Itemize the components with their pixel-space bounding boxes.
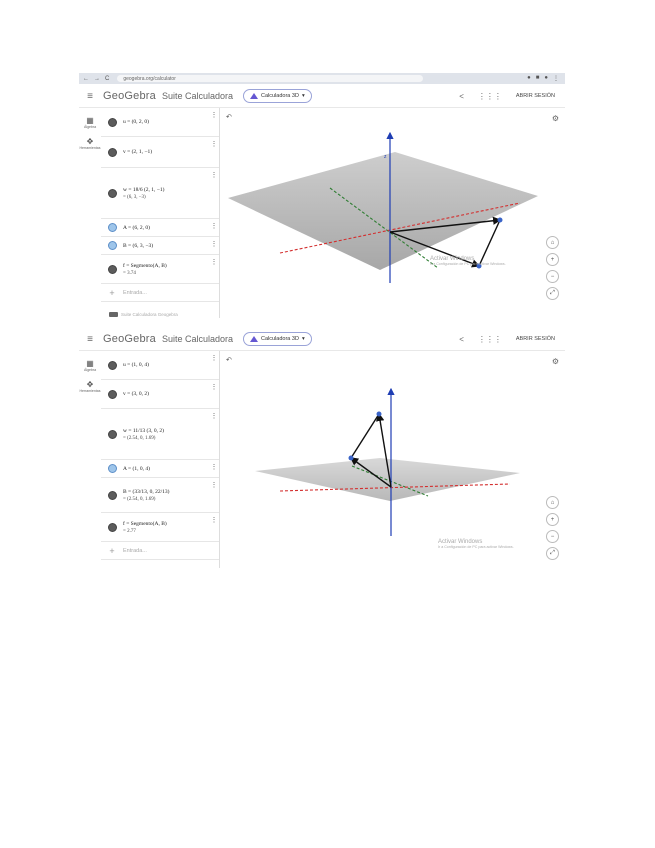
algebra-row-B[interactable] bbox=[101, 478, 219, 513]
watermark-subtitle: Ir a Configuración de PC para activar Windows. bbox=[438, 545, 514, 549]
calculator-icon: ▦ bbox=[86, 359, 94, 368]
sidebar-item-tools[interactable] bbox=[79, 380, 101, 393]
algebra-input-row[interactable] bbox=[101, 542, 219, 560]
visibility-toggle[interactable] bbox=[108, 491, 117, 500]
forward-icon[interactable]: → bbox=[94, 75, 100, 82]
visibility-toggle[interactable] bbox=[108, 148, 117, 157]
visibility-toggle[interactable] bbox=[108, 241, 117, 250]
algebra-row-w[interactable] bbox=[101, 409, 219, 460]
algebra-expression: v = (2, 1, −1) bbox=[123, 149, 153, 155]
menu-icon[interactable]: ≡ bbox=[87, 90, 93, 102]
plus-icon: + bbox=[109, 287, 115, 298]
algebra-value: = (2.54, 0, 1.69) bbox=[123, 496, 156, 502]
algebra-panel bbox=[101, 108, 220, 318]
algebra-expression: u = (1, 0, 4) bbox=[123, 362, 150, 368]
suite-title: Suite Calculadora bbox=[161, 91, 234, 101]
z-axis-label: z bbox=[384, 154, 387, 160]
algebra-value: = 3.74 bbox=[123, 270, 136, 276]
visibility-toggle[interactable] bbox=[108, 223, 117, 232]
visibility-toggle[interactable] bbox=[108, 390, 117, 399]
tools-icon: ✥ bbox=[86, 137, 94, 146]
screenshot-1 bbox=[79, 73, 565, 318]
more-options-icon[interactable]: ⋮ bbox=[210, 172, 218, 179]
extension-icon[interactable]: ■ bbox=[535, 75, 540, 81]
suite-title: Suite Calculadora bbox=[161, 334, 234, 344]
sidebar-item-label: Álgebra bbox=[83, 125, 97, 129]
sidebar-item-tools[interactable] bbox=[79, 137, 101, 150]
more-options-icon[interactable]: ⋮ bbox=[210, 241, 218, 248]
segment-f bbox=[351, 414, 379, 458]
algebra-expression: v = (3, 0, 2) bbox=[123, 391, 150, 397]
app-selector-label: Calculadora 3D bbox=[261, 336, 299, 342]
visibility-toggle[interactable] bbox=[108, 118, 117, 127]
algebra-expression: B = (6, 3, −3) bbox=[123, 242, 154, 249]
visibility-toggle[interactable] bbox=[108, 464, 117, 473]
home-icon[interactable]: ⌂ bbox=[546, 496, 559, 509]
algebra-row-f[interactable] bbox=[101, 255, 219, 284]
algebra-row-v[interactable] bbox=[101, 137, 219, 168]
more-options-icon[interactable]: ⋮ bbox=[210, 482, 218, 489]
home-icon[interactable]: ⌂ bbox=[546, 236, 559, 249]
left-sidebar bbox=[79, 108, 102, 318]
sidebar-item-label: Álgebra bbox=[83, 368, 97, 372]
algebra-expression: f = Segmento(A, B) bbox=[123, 520, 167, 527]
watermark-title: Activar Windows bbox=[430, 256, 475, 262]
algebra-input-row[interactable] bbox=[101, 284, 219, 302]
address-bar[interactable] bbox=[117, 75, 423, 82]
point-A bbox=[377, 412, 382, 417]
fullscreen-icon[interactable]: ⤢ bbox=[546, 547, 559, 560]
more-options-icon[interactable]: ⋮ bbox=[210, 259, 218, 266]
calculator-3d-icon bbox=[250, 93, 258, 99]
visibility-toggle[interactable] bbox=[108, 523, 117, 532]
calculator-3d-icon bbox=[250, 336, 258, 342]
visibility-toggle[interactable] bbox=[108, 361, 117, 370]
visibility-toggle[interactable] bbox=[108, 430, 117, 439]
zoom-out-icon[interactable]: − bbox=[546, 270, 559, 283]
graphics-view-3d[interactable] bbox=[220, 351, 565, 568]
chevron-down-icon: ▾ bbox=[301, 336, 305, 342]
more-options-icon[interactable]: ⋮ bbox=[210, 464, 218, 471]
footer-text: Suite Calculadora Geogebra bbox=[121, 312, 178, 317]
tools-icon: ✥ bbox=[86, 380, 94, 389]
app-header bbox=[79, 328, 565, 351]
profile-icon[interactable]: ● bbox=[544, 75, 548, 81]
point-B bbox=[349, 456, 354, 461]
algebra-row-u[interactable] bbox=[101, 351, 219, 380]
algebra-row-v[interactable] bbox=[101, 380, 219, 409]
algebra-row-f[interactable] bbox=[101, 513, 219, 542]
activate-windows-watermark bbox=[438, 539, 514, 549]
footer bbox=[109, 312, 178, 317]
url-text: geogebra.org/calculator bbox=[123, 75, 176, 82]
input-placeholder: Entrada... bbox=[123, 289, 147, 296]
left-sidebar bbox=[79, 351, 102, 568]
gear-icon[interactable]: ⚙ bbox=[551, 357, 559, 366]
app-selector-label: Calculadora 3D bbox=[261, 93, 299, 99]
keyboard-icon[interactable] bbox=[109, 312, 118, 317]
xy-plane bbox=[228, 152, 538, 270]
share-icon[interactable]: < bbox=[459, 91, 464, 101]
app-header bbox=[79, 85, 565, 108]
sidebar-item-algebra[interactable] bbox=[79, 116, 101, 129]
apps-grid-icon[interactable]: ⋮⋮⋮ bbox=[477, 91, 502, 101]
algebra-value: = (2.54, 0, 1.69) bbox=[123, 435, 156, 441]
algebra-row-A[interactable] bbox=[101, 460, 219, 478]
input-placeholder: Entrada... bbox=[123, 547, 147, 554]
activate-windows-watermark bbox=[430, 256, 506, 266]
algebra-expression: A = (6, 2, 0) bbox=[123, 224, 150, 231]
visibility-toggle[interactable] bbox=[108, 265, 117, 274]
undo-icon[interactable]: ↶ bbox=[226, 114, 232, 121]
algebra-row-B[interactable] bbox=[101, 237, 219, 255]
brand-logo: GeoGebra bbox=[103, 90, 156, 102]
sidebar-item-algebra[interactable] bbox=[79, 359, 101, 372]
algebra-row-w[interactable] bbox=[101, 168, 219, 219]
more-icon[interactable]: ⋮ bbox=[553, 76, 559, 82]
algebra-panel bbox=[101, 351, 220, 568]
point-A bbox=[498, 218, 503, 223]
zoom-in-icon[interactable]: + bbox=[546, 253, 559, 266]
algebra-expression: u = (0, 2, 0) bbox=[123, 119, 150, 125]
more-options-icon[interactable]: ⋮ bbox=[210, 384, 218, 391]
extension-icon[interactable]: ● bbox=[527, 75, 531, 81]
zoom-out-icon[interactable]: − bbox=[546, 530, 559, 543]
back-icon[interactable]: ← bbox=[83, 75, 89, 82]
share-icon[interactable]: < bbox=[459, 334, 464, 344]
algebra-expression: w = 11/13 (3, 0, 2) bbox=[123, 427, 164, 434]
calculator-icon: ▦ bbox=[86, 116, 94, 125]
sidebar-item-label: Herramientas bbox=[79, 146, 101, 150]
algebra-row-u[interactable] bbox=[101, 108, 219, 137]
screenshot-2 bbox=[79, 328, 565, 568]
algebra-value: = 2.77 bbox=[123, 528, 136, 534]
algebra-expression: A = (1, 0, 4) bbox=[123, 465, 150, 472]
plus-icon: + bbox=[109, 545, 115, 556]
browser-toolbar bbox=[79, 73, 565, 84]
more-options-icon[interactable]: ⋮ bbox=[210, 517, 218, 524]
algebra-row-A[interactable] bbox=[101, 219, 219, 237]
algebra-expression: f = Segmento(A, B) bbox=[123, 262, 167, 269]
algebra-value: = (6, 3, −3) bbox=[123, 194, 146, 200]
undo-icon[interactable]: ↶ bbox=[226, 357, 232, 364]
app-selector[interactable] bbox=[243, 332, 312, 346]
more-options-icon[interactable]: ⋮ bbox=[210, 223, 218, 230]
view-controls bbox=[546, 496, 559, 560]
gear-icon[interactable]: ⚙ bbox=[551, 114, 559, 123]
signin-button[interactable]: ABRIR SESIÓN bbox=[515, 336, 555, 342]
visibility-toggle[interactable] bbox=[108, 189, 117, 198]
algebra-expression: B = (33/13, 0, 22/13) bbox=[123, 488, 170, 495]
menu-icon[interactable]: ≡ bbox=[87, 333, 93, 345]
zoom-in-icon[interactable]: + bbox=[546, 513, 559, 526]
more-options-icon[interactable]: ⋮ bbox=[210, 141, 218, 148]
algebra-expression: w = 18/6 (2, 1, −1) bbox=[123, 186, 165, 193]
view-controls bbox=[546, 236, 559, 300]
more-options-icon[interactable]: ⋮ bbox=[210, 112, 218, 119]
watermark-title: Activar Windows bbox=[438, 539, 483, 545]
sidebar-item-label: Herramientas bbox=[79, 389, 101, 393]
signin-button[interactable]: ABRIR SESIÓN bbox=[515, 93, 555, 99]
apps-grid-icon[interactable]: ⋮⋮⋮ bbox=[477, 334, 502, 344]
app-selector[interactable] bbox=[243, 89, 312, 103]
brand-logo: GeoGebra bbox=[103, 333, 156, 345]
chevron-down-icon: ▾ bbox=[301, 93, 305, 99]
watermark-subtitle: Ir a Configuración de PC para activar Windows. bbox=[430, 262, 506, 266]
graphics-view-3d[interactable] bbox=[220, 108, 565, 318]
fullscreen-icon[interactable]: ⤢ bbox=[546, 287, 559, 300]
more-options-icon[interactable]: ⋮ bbox=[210, 355, 218, 362]
reload-icon[interactable]: C bbox=[105, 75, 110, 82]
more-options-icon[interactable]: ⋮ bbox=[210, 413, 218, 420]
